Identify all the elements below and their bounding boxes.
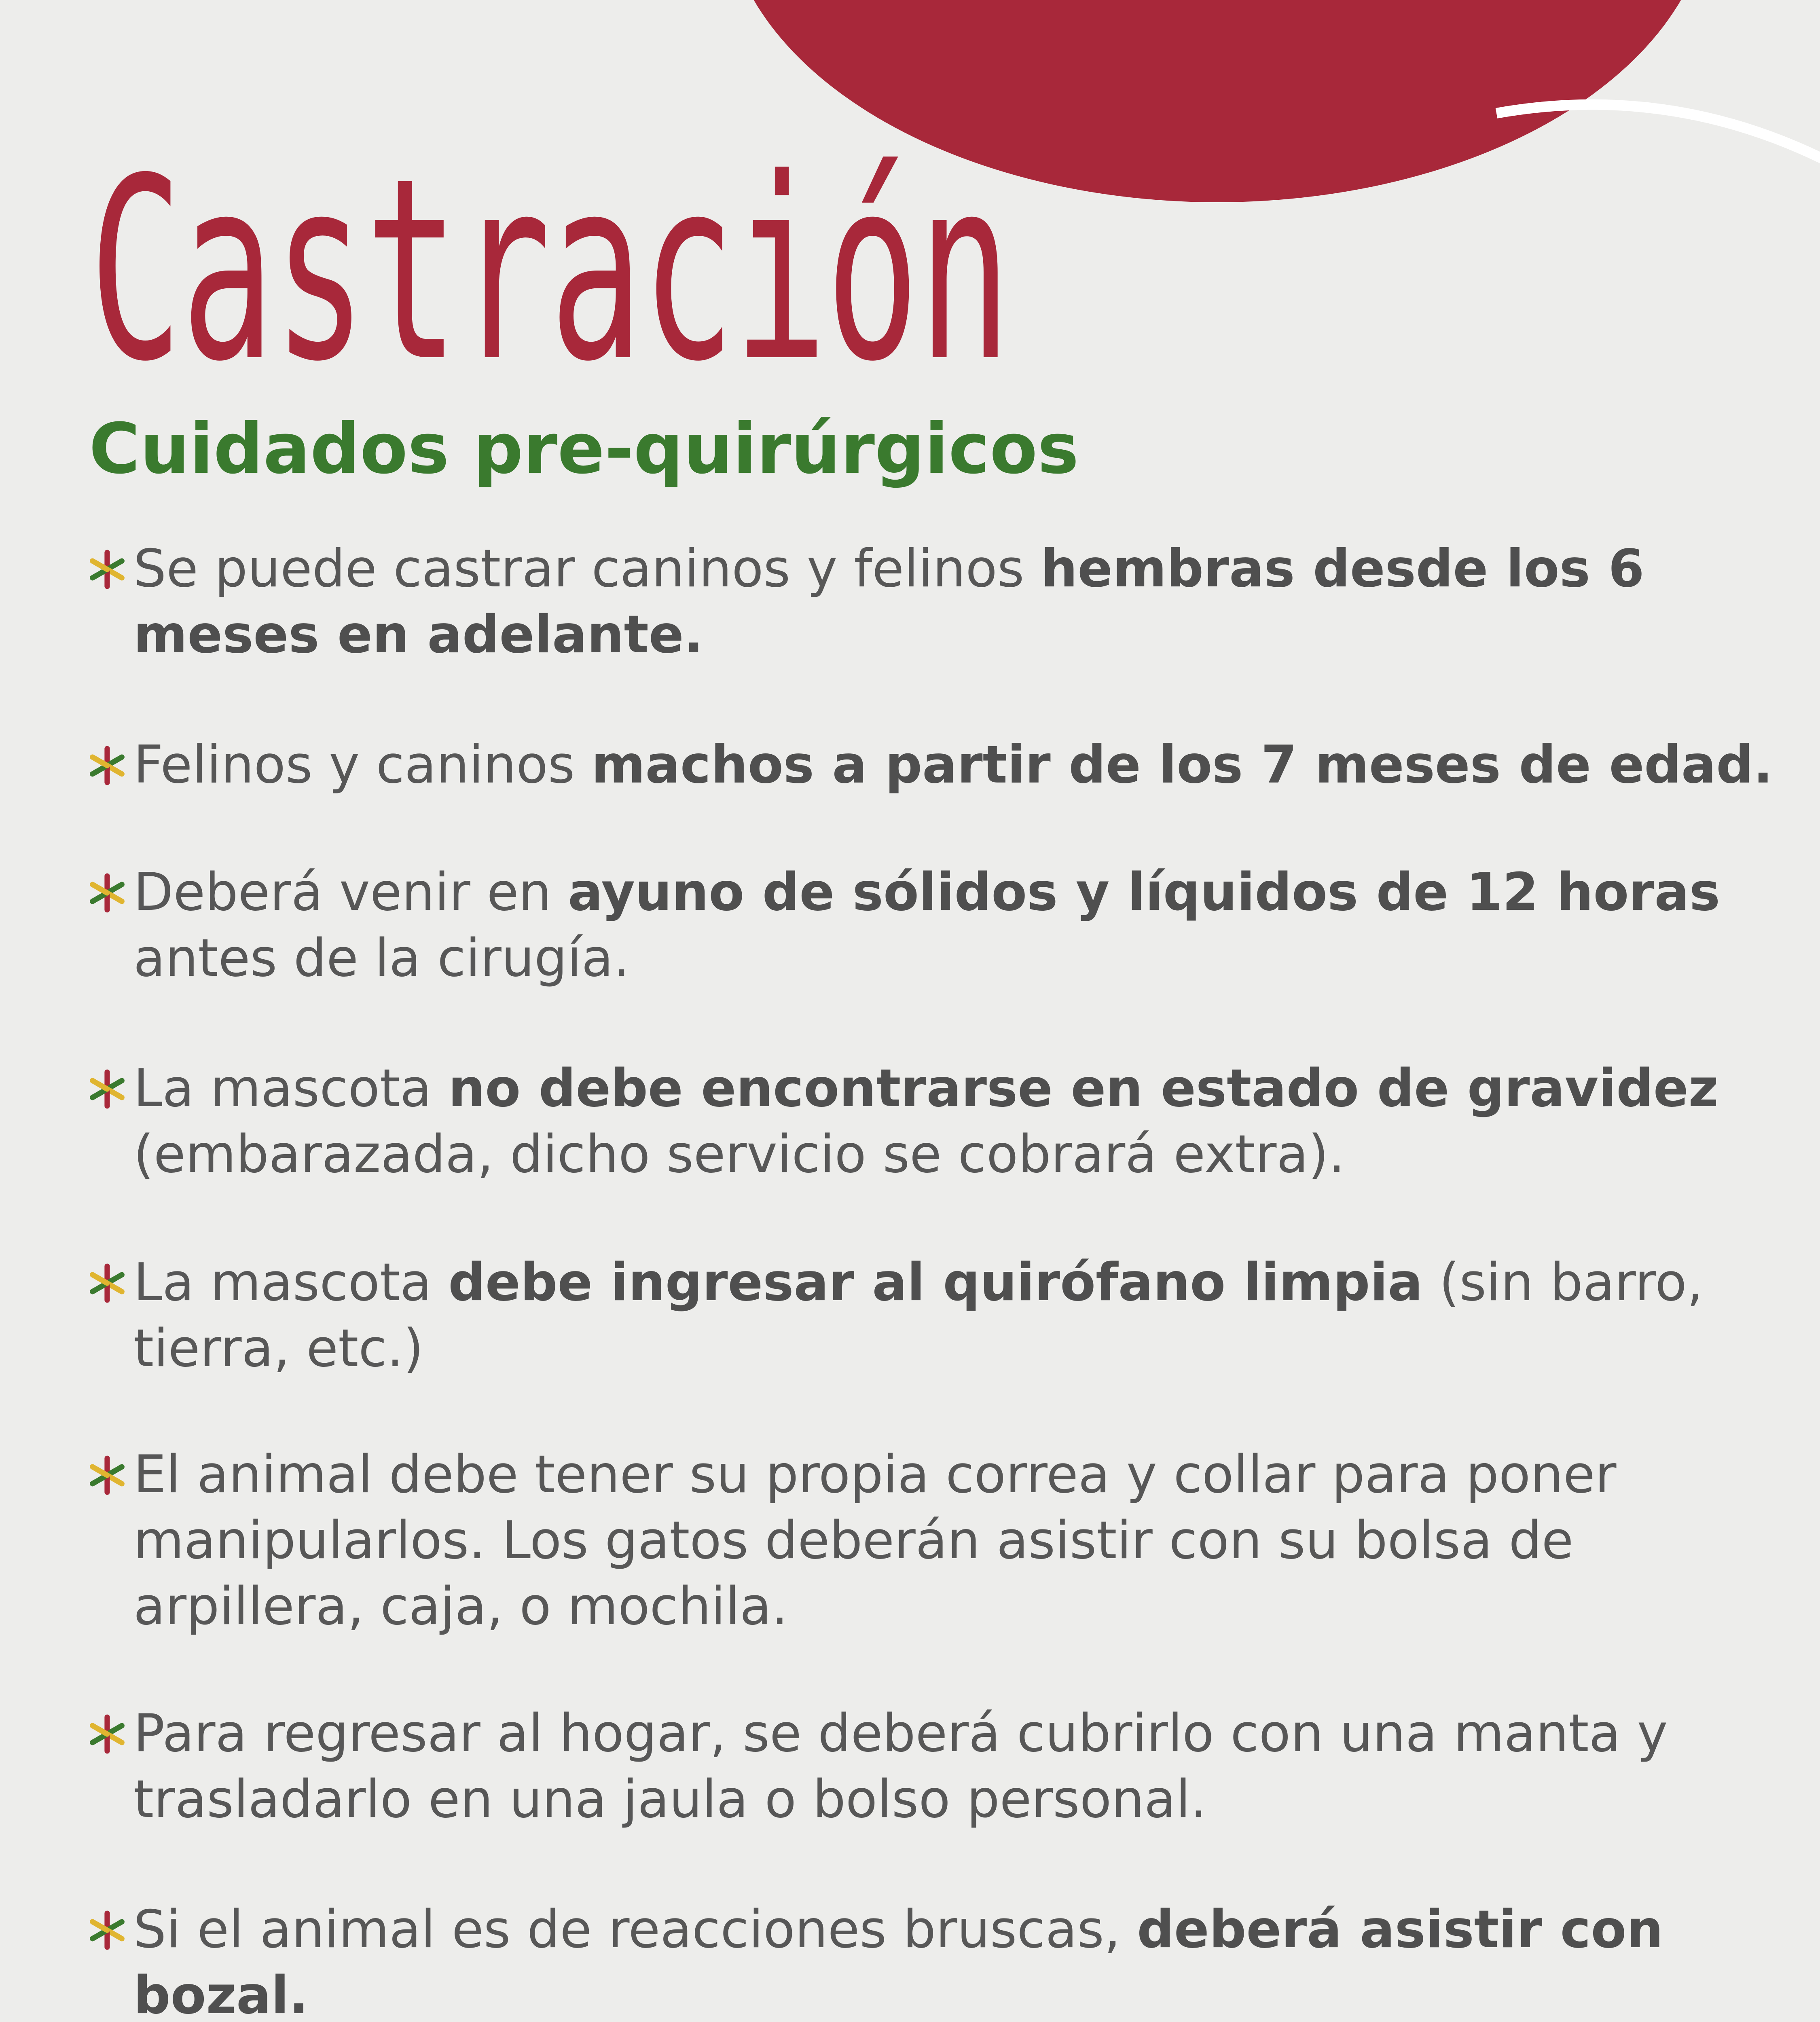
flower-bullet-icon [85,1067,129,1111]
list-item-text: Felinos y caninos machos a partir de los 7 meses de edad. [133,735,1773,795]
page-title: Castración [89,125,1010,417]
list-item [85,732,1784,798]
list-item-text: Para regresar al hogar, se deberá cubrirlo con una manta y trasladarlo en una jaula o bolso personal. [133,1703,1668,1830]
flower-bullet-icon [85,871,129,915]
list-item [85,1701,1784,1832]
list-item [85,1442,1784,1639]
flower-bullet-icon [85,1908,129,1952]
flower-bullet-icon [85,1712,129,1756]
list-item [85,536,1784,668]
list-item-text: Si el animal es de reacciones bruscas, deberá asistir con bozal. [133,1899,1663,2022]
flower-bullet-icon [85,1453,129,1497]
list-item [85,1055,1784,1187]
list-item [85,1897,1784,2022]
page-subtitle: Cuidados pre-quirúrgicos [89,408,1079,489]
flower-bullet-icon [85,743,129,788]
list-item-text: La mascota debe ingresar al quirófano limpia (sin barro, tierra, etc.) [133,1252,1704,1379]
list-item [85,859,1784,991]
flower-bullet-icon [85,1261,129,1305]
list-item-text: La mascota no debe encontrarse en estado de gravidez (embarazada, dicho servicio se cobrará extra). [133,1058,1719,1184]
list-item-text: Deberá venir en ayuno de sólidos y líquidos de 12 horas antes de la cirugía. [133,862,1721,988]
list-item-text: El animal debe tener su propia correa y collar para poner manipularlos. Los gatos deberán asistir con su bolsa de arpillera, caja, o mochila. [133,1445,1617,1637]
list-item [85,1250,1784,1381]
flower-bullet-icon [85,547,129,592]
list-item-text: Se puede castrar caninos y felinos hembras desde los 6 meses en adelante. [133,539,1644,665]
